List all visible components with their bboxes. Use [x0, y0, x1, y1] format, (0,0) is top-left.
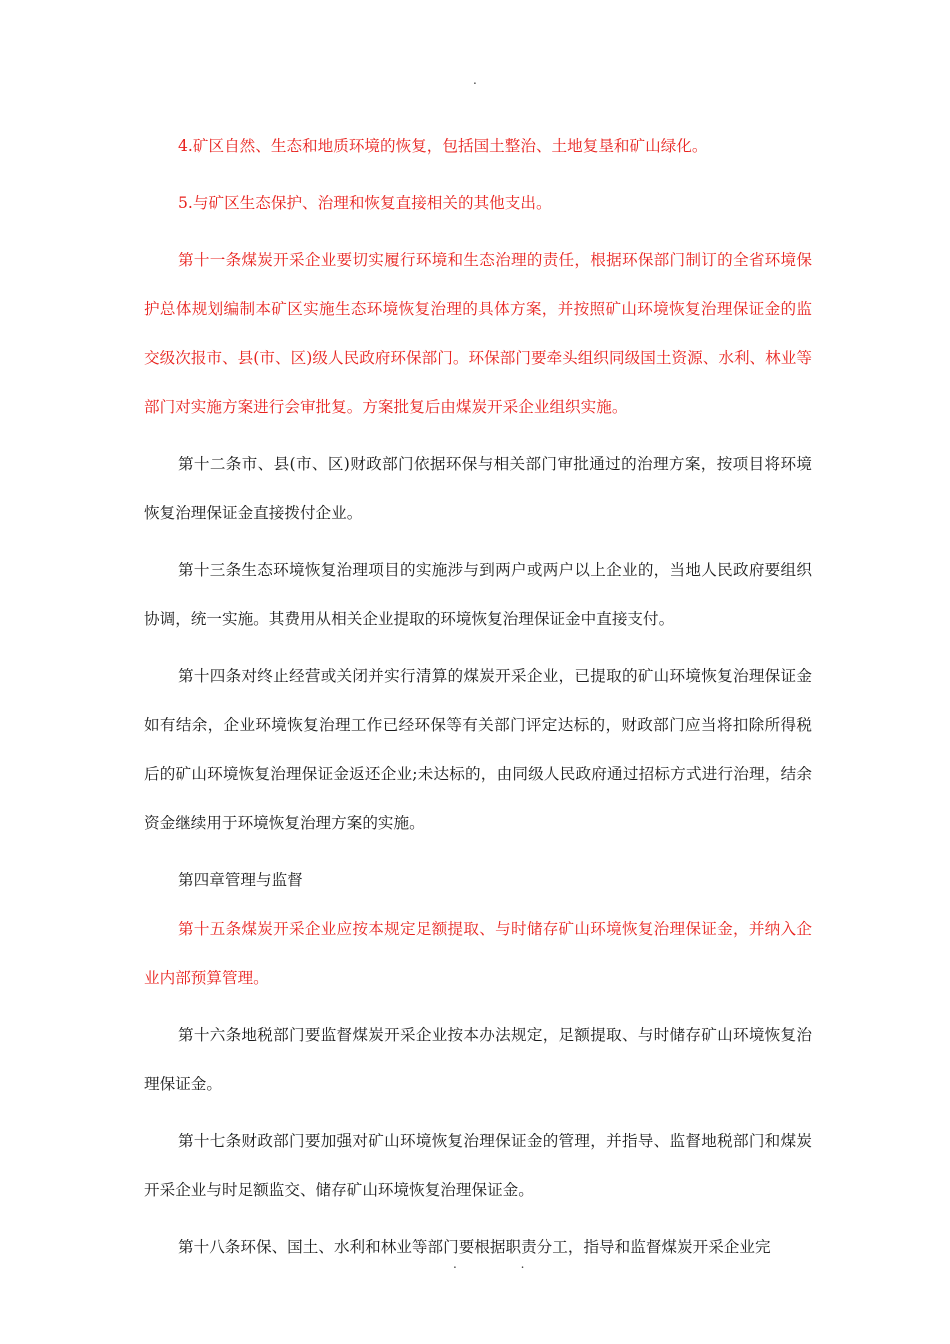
document-body	[144, 122, 812, 1280]
article-11: 第十一条煤炭开采企业要切实履行环境和生态治理的责任，根据环保部门制订的全省环境保护总体规划编制本矿区实施生态环境恢复治理的具体方案，并按照矿山环境恢复治理保证金的监交级次报市、县(市、区)级人民政府环保部门。环保部门要牵头组织同级国土资源、水利、林业等部门对实施方案进行会审批复。方案批复后由煤炭开采企业组织实施。	[144, 251, 812, 416]
article-14: 第十四条对终止经营或关闭并实行清算的煤炭开采企业，已提取的矿山环境恢复治理保证金如有结余，企业环境恢复治理工作已经环保等有关部门评定达标的，财政部门应当将扣除所得税后的矿山环境恢复治理保证金返还企业;未达标的，由同级人民政府通过招标方式进行治理，结余资金继续用于环境恢复治理方案的实施。	[144, 667, 812, 832]
chapter-4-heading: 第四章管理与监督	[178, 871, 303, 889]
article-13: 第十三条生态环境恢复治理项目的实施涉与到两户或两户以上企业的，当地人民政府要组织协调，统一实施。其费用从相关企业提取的环境恢复治理保证金中直接支付。	[144, 561, 812, 628]
article-17: 第十七条财政部门要加强对矿山环境恢复治理保证金的管理，并指导、监督地税部门和煤炭开采企业与时足额监交、储存矿山环境恢复治理保证金。	[144, 1132, 812, 1199]
article-12: 第十二条市、县(市、区)财政部门依据环保与相关部门审批通过的治理方案，按项目将环境恢复治理保证金直接拨付企业。	[144, 455, 812, 522]
article-18: 第十八条环保、国土、水利和林业等部门要根据职责分工，指导和监督煤炭开采企业完	[178, 1238, 771, 1256]
article-15: 第十五条煤炭开采企业应按本规定足额提取、与时储存矿山环境恢复治理保证金，并纳入企业内部预算管理。	[144, 920, 812, 987]
paragraph-item-5: 5.与矿区生态保护、治理和恢复直接相关的其他支出。	[178, 194, 552, 212]
top-mark: .	[473, 73, 477, 87]
paragraph-item-4: 4.矿区自然、生态和地质环境的恢复，包括国土整治、土地复垦和矿山绿化。	[178, 137, 708, 155]
article-16: 第十六条地税部门要监督煤炭开采企业按本办法规定，足额提取、与时储存矿山环境恢复治理保证金。	[144, 1026, 812, 1093]
bottom-mark: . .	[453, 1257, 555, 1271]
